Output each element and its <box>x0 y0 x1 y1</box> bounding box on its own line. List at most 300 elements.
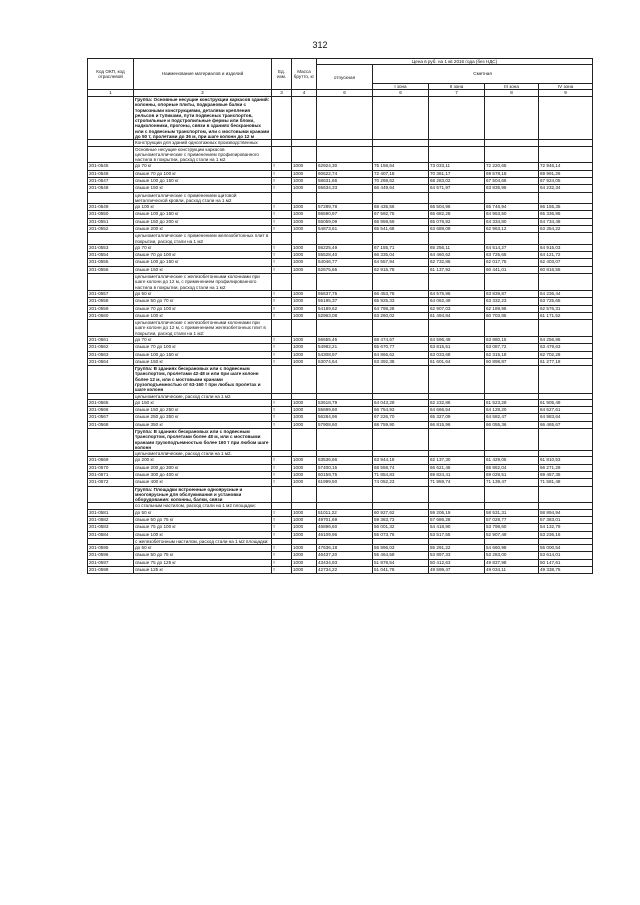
cell-zone-2: 63 689,09 <box>429 226 485 233</box>
group-heading: Группа: Площадки встроенные одноярусные и многоярусные для обслуживания и установки оборудования: колонны, балки, связи <box>134 486 272 503</box>
cell-name: до 100 кг <box>134 204 272 211</box>
subgroup-row <box>88 233 593 245</box>
cell-mass: 1000 <box>292 163 317 170</box>
cell-code: 201-0596 <box>88 552 134 559</box>
cell-name: до 50 кг <box>134 509 272 516</box>
cell-zone-1: 62 915,78 <box>373 266 429 273</box>
cell-zone-2: 64 460,62 <box>429 252 485 259</box>
cell-mass: 1000 <box>292 545 317 552</box>
cell-code: 201-0556 <box>88 266 134 273</box>
subgroup-label: цельнометаллические, расход стали на 1 м2 <box>134 393 272 399</box>
cell-zone-3: 60 441,01 <box>485 266 539 273</box>
header-zone-4: IV зона <box>539 83 593 89</box>
table-row <box>88 312 593 319</box>
cell-zone-1: 67 592,75 <box>373 211 429 218</box>
cell-mass: 1000 <box>292 552 317 559</box>
table-row <box>88 185 593 192</box>
cell-zone-2: 70 361,17 <box>429 170 485 177</box>
cell-empty <box>373 233 429 245</box>
cell-empty <box>485 486 539 503</box>
cell-code <box>88 146 134 163</box>
cell-name: до 200 кг <box>134 457 272 464</box>
cell-price: 57400,15 <box>317 464 373 471</box>
table-row <box>88 457 593 464</box>
header-zone-2: II зона <box>429 83 485 89</box>
cell-zone-2: 64 062,49 <box>429 298 485 305</box>
table-row <box>88 298 593 305</box>
cell-zone-1: 55 464,59 <box>373 552 429 559</box>
header-zone-1: I зона <box>373 83 429 89</box>
cell-empty <box>539 274 593 291</box>
cell-empty <box>292 429 317 451</box>
cell-unit: т <box>272 305 292 312</box>
cell-zone-3: 52 907,49 <box>485 531 539 538</box>
cell-name: свыше 150 кг <box>134 358 272 365</box>
cell-name: свыше 100 до 150 кг <box>134 259 272 266</box>
cell-mass: 1000 <box>292 472 317 479</box>
cell-name: свыше 50 до 75 кг <box>134 552 272 559</box>
cell-price: 53618,79 <box>317 399 373 406</box>
cell-mass: 1000 <box>292 509 317 516</box>
cell-zone-1: 65 541,68 <box>373 226 429 233</box>
cell-empty <box>272 486 292 503</box>
cell-zone-1: 74 052,23 <box>373 479 429 486</box>
group-heading: Группа: Основные несущие конструкции каркасов зданий: колонны, опорные плиты, подкрановые балки с тормозными конструкциями, деталями крепления рельсов и тупиками, пути подвесных транспортов, стропильные и подстропильные фермы или блоки, надколонники, прогоны, связи в зданиях бескрановых или с подвесным транспортом, или с мостовыми кранами до 50 т, пролетами до 36 м, при шаге колонн до 12 м <box>134 97 272 140</box>
cell-unit: т <box>272 407 292 414</box>
cell-code: 201-0582 <box>88 517 134 524</box>
cell-empty <box>429 486 485 503</box>
cell-zone-4: 63 354,22 <box>539 226 593 233</box>
cell-zone-3: 58 531,31 <box>485 509 539 516</box>
cell-price: 46109,96 <box>317 531 373 538</box>
cell-unit: т <box>272 163 292 170</box>
cell-zone-4: 64 915,03 <box>539 244 593 251</box>
cell-name: свыше 70 до 100 кг <box>134 305 272 312</box>
cell-empty <box>429 192 485 204</box>
cell-name: до 70 кг <box>134 336 272 343</box>
cell-zone-4: 53 614,01 <box>539 552 593 559</box>
group-heading: Группа: В зданиях бескрановых или с подвесным транспортом, пролетами более 48 м, или с мостовыми кранами грузоподъемностью более 160 т при любом шаге колонн <box>134 429 272 451</box>
cell-empty <box>272 366 292 393</box>
cell-mass: 1000 <box>292 358 317 365</box>
cell-zone-1: 63 392,38 <box>373 358 429 365</box>
cell-empty <box>317 486 373 503</box>
cell-zone-4: 61 171,52 <box>539 312 593 319</box>
cell-empty <box>292 146 317 163</box>
cell-zone-2: 66 621,46 <box>429 464 485 471</box>
header-zone-3: III зона <box>485 83 539 89</box>
cell-name: свыше 350 кг <box>134 421 272 428</box>
cell-mass: 1000 <box>292 414 317 421</box>
cell-zone-1: 64 043,29 <box>373 399 429 406</box>
cell-empty <box>292 233 317 245</box>
cell-zone-2: 63 815,51 <box>429 344 485 351</box>
cell-zone-3: 64 953,50 <box>485 211 539 218</box>
cell-empty <box>373 366 429 393</box>
cell-code: 201-0566 <box>88 407 134 414</box>
cell-zone-2: 62 732,86 <box>429 259 485 266</box>
cell-code: 201-0559 <box>88 305 134 312</box>
cell-name: свыше 100 кг <box>134 531 272 538</box>
cell-price: 62924,30 <box>317 163 373 170</box>
cell-zone-3: 63 835,96 <box>485 185 539 192</box>
cell-price: 56590,97 <box>317 211 373 218</box>
subgroup-row <box>88 320 593 337</box>
cell-price: 58631,66 <box>317 177 373 184</box>
cell-mass: 1000 <box>292 185 317 192</box>
header-code: Код ОКП, код отраслевой <box>88 59 134 90</box>
cell-zone-4: 64 983,64 <box>539 414 593 421</box>
cell-price: 49701,69 <box>317 517 373 524</box>
cell-price: 51011,22 <box>317 509 373 516</box>
table-row <box>88 305 593 312</box>
subgroup-row <box>88 192 593 204</box>
cell-zone-1: 66 449,64 <box>373 185 429 192</box>
cell-zone-1: 65 670,77 <box>373 344 429 351</box>
cell-empty <box>485 274 539 291</box>
cell-price: 54189,62 <box>317 305 373 312</box>
cell-price: 60159,75 <box>317 472 373 479</box>
cell-zone-3: 67 504,66 <box>485 177 539 184</box>
cell-empty <box>429 274 485 291</box>
cell-zone-4: 64 734,48 <box>539 218 593 225</box>
cell-unit: т <box>272 244 292 251</box>
cell-zone-4: 54 132,79 <box>539 524 593 531</box>
cell-code: 201-0552 <box>88 226 134 233</box>
table-row <box>88 358 593 365</box>
cell-name: свыше 100 до 150 кг <box>134 351 272 358</box>
cell-mass: 1000 <box>292 479 317 486</box>
cell-unit: т <box>272 399 292 406</box>
cell-zone-1: 66 335,04 <box>373 252 429 259</box>
cell-price: 56225,49 <box>317 244 373 251</box>
subgroup-label: цельнометаллические с применением железобетонных плит в покрытии, расход стали на 1 м2 <box>134 233 272 245</box>
table-row <box>88 218 593 225</box>
cell-empty <box>272 274 292 291</box>
subgroup-label: цельнометаллические, расход стали на 1 м2. <box>134 451 272 457</box>
cell-name: свыше 100 кг <box>134 312 272 319</box>
cell-empty <box>317 366 373 393</box>
cell-zone-4: 71 581,48 <box>539 479 593 486</box>
table-body <box>88 97 593 574</box>
price-table <box>87 58 593 574</box>
table-row <box>88 226 593 233</box>
cell-code: 201-0584 <box>88 531 134 538</box>
cell-zone-3: 65 862,04 <box>485 464 539 471</box>
cell-mass: 1000 <box>292 290 317 297</box>
cell-name: до 70 кг <box>134 163 272 170</box>
cell-zone-2: 65 256,11 <box>429 244 485 251</box>
cell-mass: 1000 <box>292 305 317 312</box>
cell-empty <box>292 366 317 393</box>
cell-mass: 1000 <box>292 204 317 211</box>
cell-empty <box>539 233 593 245</box>
cell-zone-3: 53 798,60 <box>485 524 539 531</box>
cell-code: 201-0572 <box>88 479 134 486</box>
subgroup-label: со стальным настилом, расход стали на 1 м2 площадки: <box>134 503 272 509</box>
cell-empty <box>485 429 539 451</box>
cell-price: 55699,60 <box>317 407 373 414</box>
cell-zone-1: 70 268,62 <box>373 177 429 184</box>
cell-zone-3: 64 128,20 <box>485 407 539 414</box>
cell-empty <box>485 233 539 245</box>
cell-zone-4: 65 336,95 <box>539 211 593 218</box>
cell-name: свыше 100 до 150 кг <box>134 177 272 184</box>
cell-zone-4: 64 232,34 <box>539 185 593 192</box>
cell-empty <box>539 486 593 503</box>
cell-mass: 1000 <box>292 298 317 305</box>
cell-code <box>88 192 134 204</box>
cell-zone-3: 60 703,85 <box>485 312 539 319</box>
cell-zone-3: 61 429,05 <box>485 457 539 464</box>
cell-name: свыше 150 кг <box>134 266 272 273</box>
cell-name: свыше 200 кг <box>134 226 272 233</box>
cell-price: 56059,09 <box>317 218 373 225</box>
cell-name: до 50 кг <box>134 545 272 552</box>
cell-zone-2: 50 412,63 <box>429 559 485 566</box>
cell-zone-2: 68 283,02 <box>429 177 485 184</box>
cell-zone-4: 57 383,01 <box>539 517 593 524</box>
cell-mass: 1000 <box>292 312 317 319</box>
cell-zone-4: 49 338,75 <box>539 567 593 574</box>
cell-code: 201-0555 <box>88 259 134 266</box>
cell-price: 55637,75 <box>317 290 373 297</box>
cell-price: 57289,78 <box>317 204 373 211</box>
cell-zone-4: 61 277,18 <box>539 358 593 365</box>
cell-zone-1: 65 925,33 <box>373 298 429 305</box>
cell-mass: 1000 <box>292 252 317 259</box>
cell-unit: т <box>272 559 292 566</box>
cell-zone-2: 64 596,49 <box>429 336 485 343</box>
cell-unit: т <box>272 204 292 211</box>
cell-code <box>88 486 134 503</box>
cell-zone-4: 64 121,72 <box>539 252 593 259</box>
colnum: 7 <box>429 90 485 97</box>
cell-empty <box>292 192 317 204</box>
cell-unit: т <box>272 545 292 552</box>
table-row <box>88 211 593 218</box>
cell-zone-4: 60 816,55 <box>539 266 593 273</box>
cell-zone-2: 57 686,28 <box>429 517 485 524</box>
cell-zone-3: 62 017,75 <box>485 259 539 266</box>
cell-zone-4: 62 702,28 <box>539 351 593 358</box>
cell-empty <box>429 366 485 393</box>
cell-empty <box>272 192 292 204</box>
cell-code: 201-0581 <box>88 509 134 516</box>
table-row <box>88 163 593 170</box>
cell-zone-1: 60 927,62 <box>373 509 429 516</box>
cell-empty <box>373 429 429 451</box>
cell-zone-3: 64 334,80 <box>485 218 539 225</box>
cell-code: 201-0561 <box>88 336 134 343</box>
cell-zone-4: 50 147,61 <box>539 559 593 566</box>
cell-zone-1: 68 759,90 <box>373 421 429 428</box>
cell-empty <box>317 429 373 451</box>
cell-price: 43434,93 <box>317 559 373 566</box>
cell-zone-2: 55 291,22 <box>429 545 485 552</box>
cell-zone-2: 54 418,90 <box>429 524 485 531</box>
cell-name: свыше 75 до 125 кг <box>134 559 272 566</box>
group-heading-row <box>88 486 593 503</box>
cell-zone-3: 63 332,23 <box>485 298 539 305</box>
group-heading: Группа: В зданиях бескрановых или с подвесным транспортом, пролетами 42-48 м или при шаге колонн более 12 м, или с мостовыми кранами грузоподъемностью от 63-160 т при любых пролетах и шаге колонн <box>134 366 272 393</box>
cell-zone-1: 64 798,28 <box>373 305 429 312</box>
colnum: 1 <box>88 90 134 97</box>
cell-zone-1: 64 557,94 <box>373 259 429 266</box>
cell-zone-2: 65 682,28 <box>429 211 485 218</box>
cell-mass: 1000 <box>292 531 317 538</box>
colnum: 4 <box>292 90 317 97</box>
cell-mass: 1000 <box>292 177 317 184</box>
cell-code: 201-0549 <box>88 204 134 211</box>
table-row <box>88 399 593 406</box>
cell-empty <box>539 366 593 393</box>
cell-code: 201-0547 <box>88 177 134 184</box>
cell-code <box>88 274 134 291</box>
cell-zone-2: 66 815,96 <box>429 421 485 428</box>
cell-empty <box>485 366 539 393</box>
cell-empty <box>317 192 373 204</box>
cell-zone-4: 61 810,53 <box>539 457 593 464</box>
cell-zone-3: 62 963,12 <box>485 226 539 233</box>
colnum: 2 <box>134 90 272 97</box>
cell-zone-3: 63 880,15 <box>485 336 539 343</box>
cell-unit: т <box>272 358 292 365</box>
cell-mass: 1000 <box>292 170 317 177</box>
cell-unit: т <box>272 479 292 486</box>
cell-name: свыше 150 до 250 кг <box>134 407 272 414</box>
cell-code: 201-0568 <box>88 421 134 428</box>
cell-code: 201-0571 <box>88 472 134 479</box>
cell-unit: т <box>272 457 292 464</box>
cell-empty <box>317 274 373 291</box>
cell-unit: т <box>272 524 292 531</box>
table-row <box>88 177 593 184</box>
cell-code: 201-0562 <box>88 344 134 351</box>
cell-zone-3: 62 315,18 <box>485 351 539 358</box>
cell-code: 201-0598 <box>88 567 134 574</box>
table-row <box>88 266 593 273</box>
cell-mass: 1000 <box>292 421 317 428</box>
table-row <box>88 407 593 414</box>
cell-zone-1: 66 754,93 <box>373 407 429 414</box>
cell-zone-3: 49 034,11 <box>485 567 539 574</box>
header-price-title: Цена в руб. на 1 кв 2016 года (без НДС) <box>317 59 593 65</box>
cell-zone-3: 61 523,29 <box>485 399 539 406</box>
cell-zone-1: 72 407,18 <box>373 170 429 177</box>
cell-mass: 1000 <box>292 567 317 574</box>
column-numbers-row <box>88 90 593 97</box>
cell-code: 201-0564 <box>88 358 134 365</box>
table-row <box>88 472 593 479</box>
cell-unit: т <box>272 298 292 305</box>
cell-zone-1: 68 474,67 <box>373 336 429 343</box>
cell-empty <box>485 192 539 204</box>
subgroup-row <box>88 146 593 163</box>
cell-mass: 1000 <box>292 517 317 524</box>
cell-name: свыше 70 до 100 кг <box>134 344 272 351</box>
cell-zone-4: 63 479,63 <box>539 344 593 351</box>
cell-empty <box>429 146 485 163</box>
cell-code: 201-0553 <box>88 244 134 251</box>
cell-code: 201-0570 <box>88 464 134 471</box>
cell-price: 56655,45 <box>317 336 373 343</box>
table-row <box>88 259 593 266</box>
cell-name: свыше 50 до 70 кг <box>134 298 272 305</box>
cell-zone-3: 63 725,65 <box>485 252 539 259</box>
cell-name: до 50 кг <box>134 290 272 297</box>
cell-empty <box>429 320 485 337</box>
cell-name: свыше 125 кг <box>134 567 272 574</box>
header-unit: Ед. изм. <box>272 59 292 90</box>
cell-price: 42734,22 <box>317 567 373 574</box>
cell-empty <box>272 233 292 245</box>
cell-price: 60622,74 <box>317 170 373 177</box>
cell-empty <box>317 97 373 140</box>
cell-price: 52675,65 <box>317 266 373 273</box>
cell-empty <box>373 97 429 140</box>
cell-name: до 70 кг <box>134 244 272 251</box>
cell-name: свыше 300 до 400 кг <box>134 472 272 479</box>
cell-name: свыше 150 до 200 кг <box>134 218 272 225</box>
cell-mass: 1000 <box>292 464 317 471</box>
cell-empty <box>292 97 317 140</box>
cell-zone-3: 65 746,94 <box>485 204 539 211</box>
subgroup-label: цельнометаллические с железобетонными колоннами при шаге колонн до 12 м, с применением железобетонных плит в покрытии, расход стали на 1 м2: <box>134 320 272 337</box>
table-row <box>88 552 593 559</box>
cell-code: 201-0558 <box>88 298 134 305</box>
group-heading-row <box>88 97 593 140</box>
cell-price: 54873,61 <box>317 226 373 233</box>
cell-unit: т <box>272 552 292 559</box>
cell-zone-1: 56 896,03 <box>373 545 429 552</box>
cell-unit: т <box>272 290 292 297</box>
cell-zone-2: 61 137,92 <box>429 266 485 273</box>
cell-unit: т <box>272 266 292 273</box>
cell-zone-3: 71 139,47 <box>485 479 539 486</box>
cell-empty <box>292 320 317 337</box>
cell-zone-1: 64 866,62 <box>373 351 429 358</box>
cell-zone-1: 66 453,78 <box>373 290 429 297</box>
header-estimate: Сметная <box>373 65 593 83</box>
cell-unit: т <box>272 177 292 184</box>
group-heading-row <box>88 366 593 393</box>
table-row <box>88 336 593 343</box>
cell-zone-1: 55 073,76 <box>373 531 429 538</box>
cell-unit: т <box>272 421 292 428</box>
cell-price: 55634,33 <box>317 185 373 192</box>
table-row <box>88 344 593 351</box>
cell-zone-4: 53 236,16 <box>539 531 593 538</box>
cell-name: свыше 75 до 100 кг <box>134 524 272 531</box>
cell-zone-1: 63 260,02 <box>373 312 429 319</box>
cell-unit: т <box>272 170 292 177</box>
cell-unit: т <box>272 226 292 233</box>
cell-empty <box>539 192 593 204</box>
cell-zone-4: 62 403,07 <box>539 259 593 266</box>
cell-price: 55195,37 <box>317 298 373 305</box>
cell-mass: 1000 <box>292 259 317 266</box>
cell-zone-4: 63 725,65 <box>539 298 593 305</box>
cell-empty <box>272 97 292 140</box>
page-number: 312 <box>312 40 328 50</box>
cell-empty <box>485 320 539 337</box>
cell-mass: 1000 <box>292 559 317 566</box>
cell-price: 53074,64 <box>317 358 373 365</box>
cell-empty <box>373 146 429 163</box>
cell-zone-1: 51 041,78 <box>373 567 429 574</box>
cell-mass: 1000 <box>292 399 317 406</box>
